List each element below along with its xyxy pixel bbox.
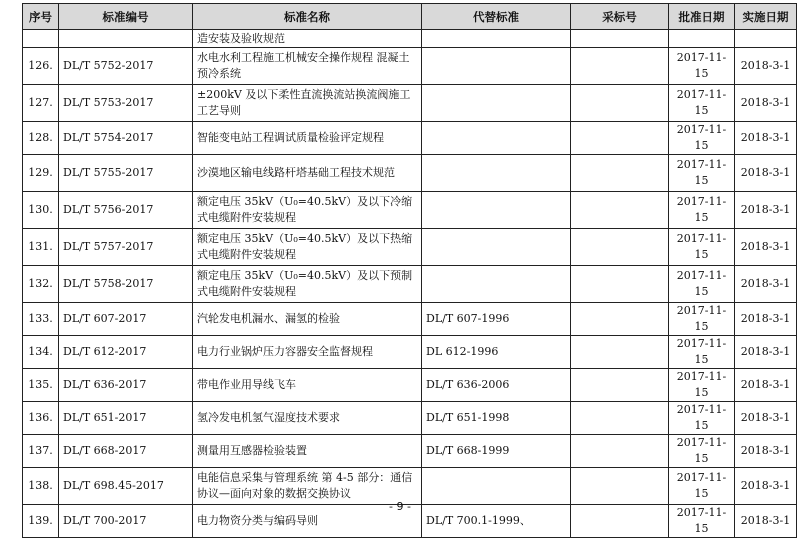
row-index: 139. [23, 505, 59, 538]
table-row [23, 402, 797, 435]
row-approve-date: 2017-11-15 [669, 122, 735, 155]
row-approve-date: 2017-11-15 [669, 266, 735, 303]
row-code: DL/T 5758-2017 [59, 266, 193, 303]
row-replace [422, 122, 571, 155]
row-index: 137. [23, 435, 59, 468]
row-implement-date: 2018-3-1 [735, 336, 797, 369]
row-implement-date: 2018-3-1 [735, 303, 797, 336]
row-index: 126. [23, 48, 59, 85]
row-approve-date: 2017-11-15 [669, 369, 735, 402]
row-approve-date: 2017-11-15 [669, 336, 735, 369]
row-adopt [571, 229, 669, 266]
row-implement-date: 2018-3-1 [735, 229, 797, 266]
table-row [23, 468, 797, 505]
row-index: 135. [23, 369, 59, 402]
row-replace [422, 48, 571, 85]
table-row [23, 369, 797, 402]
header-row [23, 4, 797, 30]
row-adopt [571, 369, 669, 402]
row-implement-date: 2018-3-1 [735, 369, 797, 402]
row-replace: DL/T 607-1996 [422, 303, 571, 336]
row-name: 沙漠地区输电线路杆塔基础工程技术规范 [193, 155, 422, 192]
row-code: DL/T 651-2017 [59, 402, 193, 435]
row-code: DL/T 668-2017 [59, 435, 193, 468]
row-implement-date: 2018-3-1 [735, 468, 797, 505]
row-adopt [571, 336, 669, 369]
row-name: 电力物资分类与编码导则 [193, 505, 422, 538]
row-implement-date: 2018-3-1 [735, 266, 797, 303]
row-adopt [571, 468, 669, 505]
row-index: 132. [23, 266, 59, 303]
row-implement-date: 2018-3-1 [735, 402, 797, 435]
row-name: ±200kV 及以下柔性直流换流站换流阀施工工艺导则 [193, 85, 422, 122]
row-approve-date: 2017-11-15 [669, 229, 735, 266]
row-approve-date: 2017-11-15 [669, 435, 735, 468]
col-header-index: 序号 [23, 4, 59, 30]
row-name: 氢冷发电机氢气湿度技术要求 [193, 402, 422, 435]
row-replace: DL/T 651-1998 [422, 402, 571, 435]
table-row [23, 85, 797, 122]
row-name: 额定电压 35kV（U₀=40.5kV）及以下热缩式电缆附件安装规程 [193, 229, 422, 266]
row-replace [422, 266, 571, 303]
row-name: 智能变电站工程调试质量检验评定规程 [193, 122, 422, 155]
row-code: DL/T 5755-2017 [59, 155, 193, 192]
row-name: 带电作业用导线飞车 [193, 369, 422, 402]
row-index: 136. [23, 402, 59, 435]
row-adopt [571, 155, 669, 192]
row-implement-date: 2018-3-1 [735, 85, 797, 122]
row-approve-date: 2017-11-15 [669, 155, 735, 192]
table-row [23, 48, 797, 85]
row-replace [422, 85, 571, 122]
table-row [23, 435, 797, 468]
row-implement-date: 2018-3-1 [735, 435, 797, 468]
row-implement-date: 2018-3-1 [735, 505, 797, 538]
row-replace [422, 155, 571, 192]
row-index: 138. [23, 468, 59, 505]
row-code: DL/T 700-2017 [59, 505, 193, 538]
row-adopt [571, 48, 669, 85]
row-approve-date: 2017-11-15 [669, 468, 735, 505]
row-implement-date: 2018-3-1 [735, 155, 797, 192]
row-approve-date: 2017-11-15 [669, 402, 735, 435]
table-row [23, 192, 797, 229]
row-code: DL/T 612-2017 [59, 336, 193, 369]
table-row [23, 266, 797, 303]
row-replace [422, 468, 571, 505]
row-code: DL/T 607-2017 [59, 303, 193, 336]
row-adopt [571, 303, 669, 336]
standards-table [22, 3, 797, 538]
table-row [23, 336, 797, 369]
row-index: 128. [23, 122, 59, 155]
table-row [23, 122, 797, 155]
continuation-row [23, 30, 797, 48]
row-implement-date: 2018-3-1 [735, 48, 797, 85]
row-code: DL/T 5752-2017 [59, 48, 193, 85]
col-header-approve-date: 批准日期 [669, 4, 735, 30]
row-approve-date: 2017-11-15 [669, 192, 735, 229]
row-code: DL/T 5754-2017 [59, 122, 193, 155]
row-name: 测量用互感器检验装置 [193, 435, 422, 468]
col-header-name: 标准名称 [193, 4, 422, 30]
row-adopt [571, 85, 669, 122]
row-code: DL/T 5756-2017 [59, 192, 193, 229]
row-index: 127. [23, 85, 59, 122]
table-row [23, 155, 797, 192]
row-name: 电力行业锅炉压力容器安全监督规程 [193, 336, 422, 369]
col-header-adopt: 采标号 [571, 4, 669, 30]
row-index: 133. [23, 303, 59, 336]
row-code: DL/T 636-2017 [59, 369, 193, 402]
row-adopt [571, 402, 669, 435]
row-implement-date: 2018-3-1 [735, 192, 797, 229]
page-number: - 9 - [389, 500, 411, 513]
table-row [23, 303, 797, 336]
row-adopt [571, 122, 669, 155]
row-replace [422, 229, 571, 266]
row-index: 134. [23, 336, 59, 369]
row-replace: DL/T 668-1999 [422, 435, 571, 468]
row-replace: DL/T 636-2006 [422, 369, 571, 402]
row-name: 额定电压 35kV（U₀=40.5kV）及以下冷缩式电缆附件安装规程 [193, 192, 422, 229]
row-name: 汽轮发电机漏水、漏氢的检验 [193, 303, 422, 336]
row-replace: DL/T 700.1-1999、 [422, 505, 571, 538]
row-approve-date: 2017-11-15 [669, 505, 735, 538]
row-name: 水电水利工程施工机械安全操作规程 混凝土预冷系统 [193, 48, 422, 85]
row-adopt [571, 435, 669, 468]
row-adopt [571, 266, 669, 303]
col-header-replace: 代替标准 [422, 4, 571, 30]
row-index: 131. [23, 229, 59, 266]
row-adopt [571, 192, 669, 229]
row-implement-date: 2018-3-1 [735, 122, 797, 155]
row-code: DL/T 5757-2017 [59, 229, 193, 266]
row-approve-date: 2017-11-15 [669, 48, 735, 85]
table-row [23, 229, 797, 266]
row-replace: DL 612-1996 [422, 336, 571, 369]
row-approve-date: 2017-11-15 [669, 303, 735, 336]
col-header-implement-date: 实施日期 [735, 4, 797, 30]
row-code: DL/T 5753-2017 [59, 85, 193, 122]
row-approve-date: 2017-11-15 [669, 85, 735, 122]
row-name: 电能信息采集与管理系统 第 4-5 部分：通信协议—面向对象的数据交换协议 [193, 468, 422, 505]
row-index: 129. [23, 155, 59, 192]
row-index: 130. [23, 192, 59, 229]
row-code: DL/T 698.45-2017 [59, 468, 193, 505]
row-replace [422, 192, 571, 229]
continuation-name: 造安装及验收规范 [193, 30, 422, 48]
col-header-code: 标准编号 [59, 4, 193, 30]
row-name: 额定电压 35kV（U₀=40.5kV）及以下预制式电缆附件安装规程 [193, 266, 422, 303]
